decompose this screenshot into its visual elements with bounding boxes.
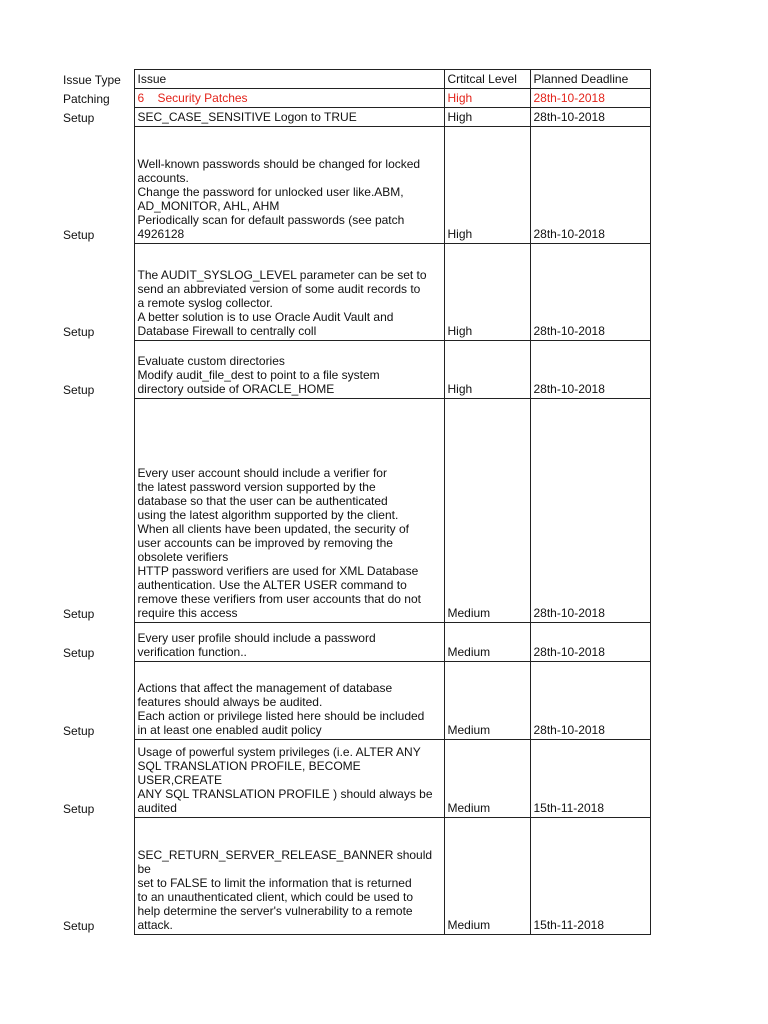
table-row [60, 89, 650, 108]
critical-level-cell: High [444, 244, 530, 341]
table-row [60, 623, 650, 662]
issue-cell: SEC_RETURN_SERVER_RELEASE_BANNER should be set to FALSE to limit the information that is returned to an unauthenticated client, which could be used to help determine the server's vulnerability to a remote attack. [134, 818, 444, 935]
table-row [60, 341, 650, 399]
issue-type-cell: Setup [63, 918, 95, 933]
planned-deadline-cell: 28th-10-2018 [530, 399, 650, 623]
critical-level-cell: High [444, 127, 530, 244]
planned-deadline-cell: 28th-10-2018 [530, 623, 650, 662]
planned-deadline-cell: 15th-11-2018 [530, 740, 650, 818]
planned-deadline-cell: 28th-10-2018 [530, 127, 650, 244]
planned-deadline-cell: 28th-10-2018 [530, 341, 650, 399]
issue-type-cell: Setup [63, 324, 95, 339]
header-critical-level: Crtitcal Level [444, 70, 530, 89]
planned-deadline-cell: 28th-10-2018 [530, 108, 650, 127]
issue-cell: Every user profile should include a password verification function.. [134, 623, 444, 662]
table-row [60, 127, 650, 244]
issue-cell [134, 89, 444, 108]
header-planned-deadline: Planned Deadline [530, 70, 650, 89]
table-row [60, 740, 650, 818]
spreadsheet-page [60, 69, 651, 935]
table-row [60, 818, 650, 935]
table-row [60, 662, 650, 740]
critical-level-cell: High [444, 108, 530, 127]
critical-level-cell: Medium [444, 623, 530, 662]
issue-cell: Every user account should include a verifier for the latest password version supported by the database so that the user can be authenticated using the latest algorithm supported by the client. When all clients have been updated, the security of user accounts can be improved by removing the obsolete verifiers HTTP password verifiers are used for XML Database authentication. Use the ALTER USER command to remove these verifiers from user accounts that do not require this access [134, 399, 444, 623]
issue-cell: Well-known passwords should be changed for locked accounts. Change the password for unlocked user like.ABM, AD_MONITOR, AHL, AHM Periodically scan for default passwords (see patch 4926128 [134, 127, 444, 244]
planned-deadline-cell: 15th-11-2018 [530, 818, 650, 935]
critical-level-cell: Medium [444, 740, 530, 818]
issue-cell: SEC_CASE_SENSITIVE Logon to TRUE [134, 108, 444, 127]
critical-level-cell: Medium [444, 399, 530, 623]
critical-level-cell: Medium [444, 662, 530, 740]
issue-cell: Actions that affect the management of database features should always be audited. Each action or privilege listed here should be included in at least one enabled audit policy [134, 662, 444, 740]
issue-cell: Evaluate custom directories Modify audit_file_dest to point to a file system directory outside of ORACLE_HOME [134, 341, 444, 399]
issue-type-cell: Setup [63, 606, 95, 621]
issue-number: 6 [137, 91, 145, 105]
header-row [60, 70, 650, 89]
issue-type-cell: Setup [63, 110, 95, 125]
issue-type-cell: Setup [63, 645, 95, 660]
planned-deadline-cell: 28th-10-2018 [530, 244, 650, 341]
issue-cell: Usage of powerful system privileges (i.e. ALTER ANY SQL TRANSLATION PROFILE, BECOME USER,CREATE ANY SQL TRANSLATION PROFILE ) should always be audited [134, 740, 444, 818]
issue-type-cell: Setup [63, 227, 95, 242]
critical-level-cell: High [444, 89, 530, 108]
issue-cell: The AUDIT_SYSLOG_LEVEL parameter can be set to send an abbreviated version of some audit records to a remote syslog collector. A better solution is to use Oracle Audit Vault and Database Firewall to centrally coll [134, 244, 444, 341]
critical-level-cell: Medium [444, 818, 530, 935]
issue-text: Security Patches [157, 91, 248, 105]
issues-table [60, 69, 651, 935]
header-issue: Issue [134, 70, 444, 89]
issue-type-cell: Setup [63, 382, 95, 397]
header-issue-type: Issue Type [63, 72, 121, 87]
table-row [60, 399, 650, 623]
issue-type-cell: Setup [63, 723, 95, 738]
planned-deadline-cell: 28th-10-2018 [530, 662, 650, 740]
issue-type-cell: Patching [63, 91, 110, 106]
table-row [60, 244, 650, 341]
planned-deadline-cell: 28th-10-2018 [530, 89, 650, 108]
issue-type-cell: Setup [63, 801, 95, 816]
table-row [60, 108, 650, 127]
critical-level-cell: High [444, 341, 530, 399]
